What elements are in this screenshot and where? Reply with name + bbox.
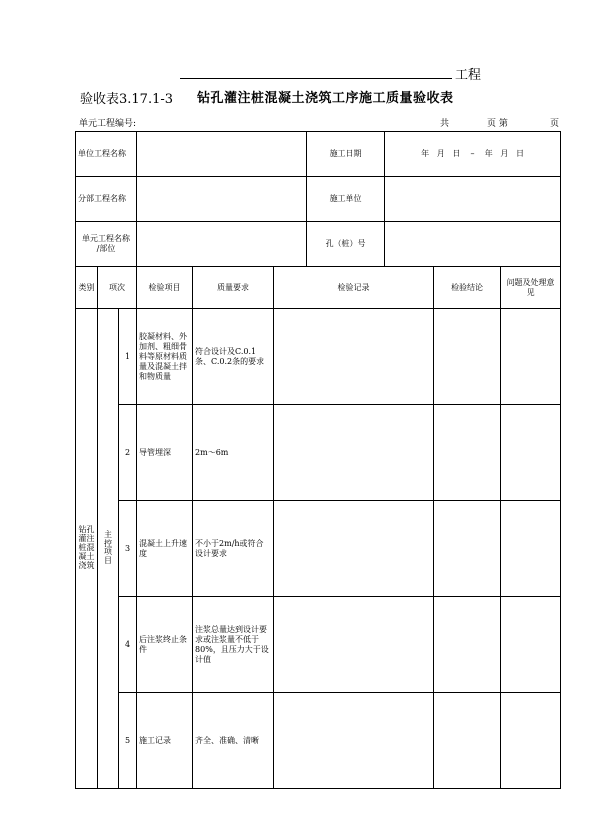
record-cell[interactable]	[274, 693, 434, 789]
unit-project-label: 单位工程名称	[76, 132, 137, 177]
form-number: 验收表3.17.1-3	[80, 92, 174, 107]
info-row-unit-project	[76, 132, 561, 177]
info-row-sub-project	[76, 177, 561, 222]
result-cell[interactable]	[434, 501, 501, 597]
col-inspection-result: 检验结论	[434, 267, 501, 309]
item-requirement: 不小于2m/h或符合设计要求	[193, 501, 274, 597]
result-cell[interactable]	[434, 405, 501, 501]
table-row	[76, 597, 561, 693]
col-category: 类别	[76, 267, 98, 309]
page-of-label: 页 第	[487, 119, 508, 129]
sub-project-label: 分部工程名称	[76, 177, 137, 222]
category-cell: 钻孔灌注桩混凝土浇筑	[76, 309, 98, 789]
pile-number-label: 孔（桩）号	[307, 222, 385, 267]
item-name: 施工记录	[137, 693, 193, 789]
total-pages-label: 共	[440, 119, 450, 129]
item-name: 胶凝材料、外加剂、粗细骨料等原材料质量及混凝土拌和物质量	[137, 309, 193, 405]
item-requirement: 符合设计及C.0.1条、C.0.2条的要求	[193, 309, 274, 405]
col-inspection-item: 检验项目	[137, 267, 193, 309]
construction-unit-value[interactable]	[385, 177, 561, 222]
form-title: 钻孔灌注桩混凝土浇筑工序施工质量验收表	[197, 91, 454, 106]
result-cell[interactable]	[434, 597, 501, 693]
col-quality-req: 质量要求	[193, 267, 274, 309]
item-no: 3	[119, 501, 137, 597]
record-cell[interactable]	[274, 309, 434, 405]
construction-date-value[interactable]: 年 月 日 – 年 月 日	[385, 132, 561, 177]
col-issues: 问题及处理意见	[501, 267, 561, 309]
element-project-value[interactable]	[137, 222, 307, 267]
record-cell[interactable]	[274, 501, 434, 597]
result-cell[interactable]	[434, 309, 501, 405]
issues-cell[interactable]	[501, 693, 561, 789]
item-requirement: 注浆总量达到设计要求或注浆量不低于80%，且压力大于设计值	[193, 597, 274, 693]
result-cell[interactable]	[434, 693, 501, 789]
inspection-table	[75, 131, 561, 789]
item-no: 2	[119, 405, 137, 501]
info-row-element-project	[76, 222, 561, 267]
subcategory-cell: 主控项目	[98, 309, 119, 789]
record-cell[interactable]	[274, 597, 434, 693]
item-no: 5	[119, 693, 137, 789]
issues-cell[interactable]	[501, 309, 561, 405]
table-row	[76, 501, 561, 597]
column-header-row	[76, 267, 561, 309]
table-row	[76, 405, 561, 501]
construction-date-label: 施工日期	[307, 132, 385, 177]
item-requirement: 2m～6m	[193, 405, 274, 501]
item-name: 混凝土上升速度	[137, 501, 193, 597]
sub-project-value[interactable]	[137, 177, 307, 222]
item-requirement: 齐全、准确、清晰	[193, 693, 274, 789]
issues-cell[interactable]	[501, 501, 561, 597]
item-name: 导管埋深	[137, 405, 193, 501]
col-item-no: 项次	[98, 267, 137, 309]
project-name-line[interactable]	[180, 63, 452, 79]
issues-cell[interactable]	[501, 405, 561, 501]
table-row	[76, 309, 561, 405]
page-end-label: 页	[550, 119, 560, 129]
unit-code-label: 单元工程编号:	[79, 119, 137, 129]
issues-cell[interactable]	[501, 597, 561, 693]
item-name: 后注浆终止条件	[137, 597, 193, 693]
pile-number-value[interactable]	[385, 222, 561, 267]
item-no: 4	[119, 597, 137, 693]
table-row	[76, 693, 561, 789]
col-inspection-record: 检验记录	[274, 267, 434, 309]
project-suffix: 工程	[455, 68, 482, 83]
item-no: 1	[119, 309, 137, 405]
unit-project-value[interactable]	[137, 132, 307, 177]
construction-unit-label: 施工单位	[307, 177, 385, 222]
element-project-label: 单元工程名称 /部位	[76, 222, 137, 267]
record-cell[interactable]	[274, 405, 434, 501]
